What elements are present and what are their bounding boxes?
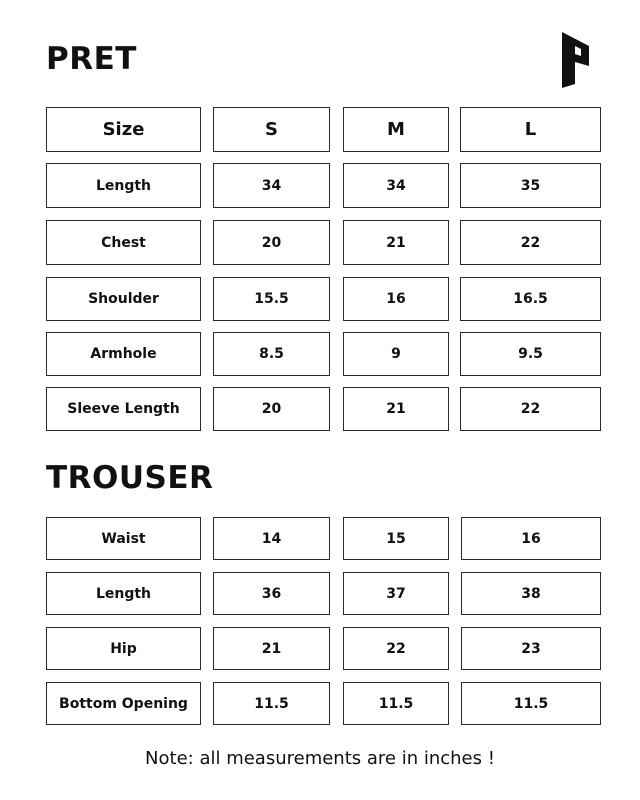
measurement-value-cell: 20: [213, 387, 330, 431]
measurement-label-cell: Waist: [46, 517, 201, 560]
measurement-label-cell: Length: [46, 163, 201, 208]
measurement-value-cell: 9: [343, 332, 449, 376]
size-s-header-cell: S: [213, 107, 330, 152]
measurement-label-cell: Length: [46, 572, 201, 615]
measurement-value-cell: 34: [343, 163, 449, 208]
pret-section-title: PRET: [46, 41, 137, 77]
measurement-note: Note: all measurements are in inches !: [145, 748, 495, 769]
measurement-label-cell: Sleeve Length: [46, 387, 201, 431]
measurement-label-cell: Hip: [46, 627, 201, 670]
measurement-value-cell: 34: [213, 163, 330, 208]
size-header-cell: Size: [46, 107, 201, 152]
brand-logo-icon: [561, 32, 591, 88]
measurement-value-cell: 38: [461, 572, 601, 615]
measurement-value-cell: 22: [460, 220, 601, 265]
trouser-section-title: TROUSER: [46, 460, 214, 496]
measurement-value-cell: 11.5: [343, 682, 449, 725]
measurement-value-cell: 15.5: [213, 277, 330, 321]
measurement-value-cell: 14: [213, 517, 330, 560]
measurement-value-cell: 21: [213, 627, 330, 670]
measurement-value-cell: 11.5: [213, 682, 330, 725]
measurement-value-cell: 20: [213, 220, 330, 265]
measurement-value-cell: 9.5: [460, 332, 601, 376]
size-l-header-cell: L: [460, 107, 601, 152]
measurement-value-cell: 11.5: [461, 682, 601, 725]
measurement-value-cell: 36: [213, 572, 330, 615]
measurement-label-cell: Chest: [46, 220, 201, 265]
measurement-value-cell: 37: [343, 572, 449, 615]
measurement-value-cell: 16.5: [460, 277, 601, 321]
size-m-header-cell: M: [343, 107, 449, 152]
measurement-value-cell: 23: [461, 627, 601, 670]
measurement-value-cell: 16: [343, 277, 449, 321]
measurement-value-cell: 35: [460, 163, 601, 208]
measurement-value-cell: 21: [343, 387, 449, 431]
measurement-label-cell: Shoulder: [46, 277, 201, 321]
measurement-value-cell: 16: [461, 517, 601, 560]
measurement-value-cell: 8.5: [213, 332, 330, 376]
measurement-value-cell: 21: [343, 220, 449, 265]
measurement-label-cell: Bottom Opening: [46, 682, 201, 725]
measurement-value-cell: 22: [343, 627, 449, 670]
measurement-value-cell: 22: [460, 387, 601, 431]
measurement-label-cell: Armhole: [46, 332, 201, 376]
measurement-value-cell: 15: [343, 517, 449, 560]
